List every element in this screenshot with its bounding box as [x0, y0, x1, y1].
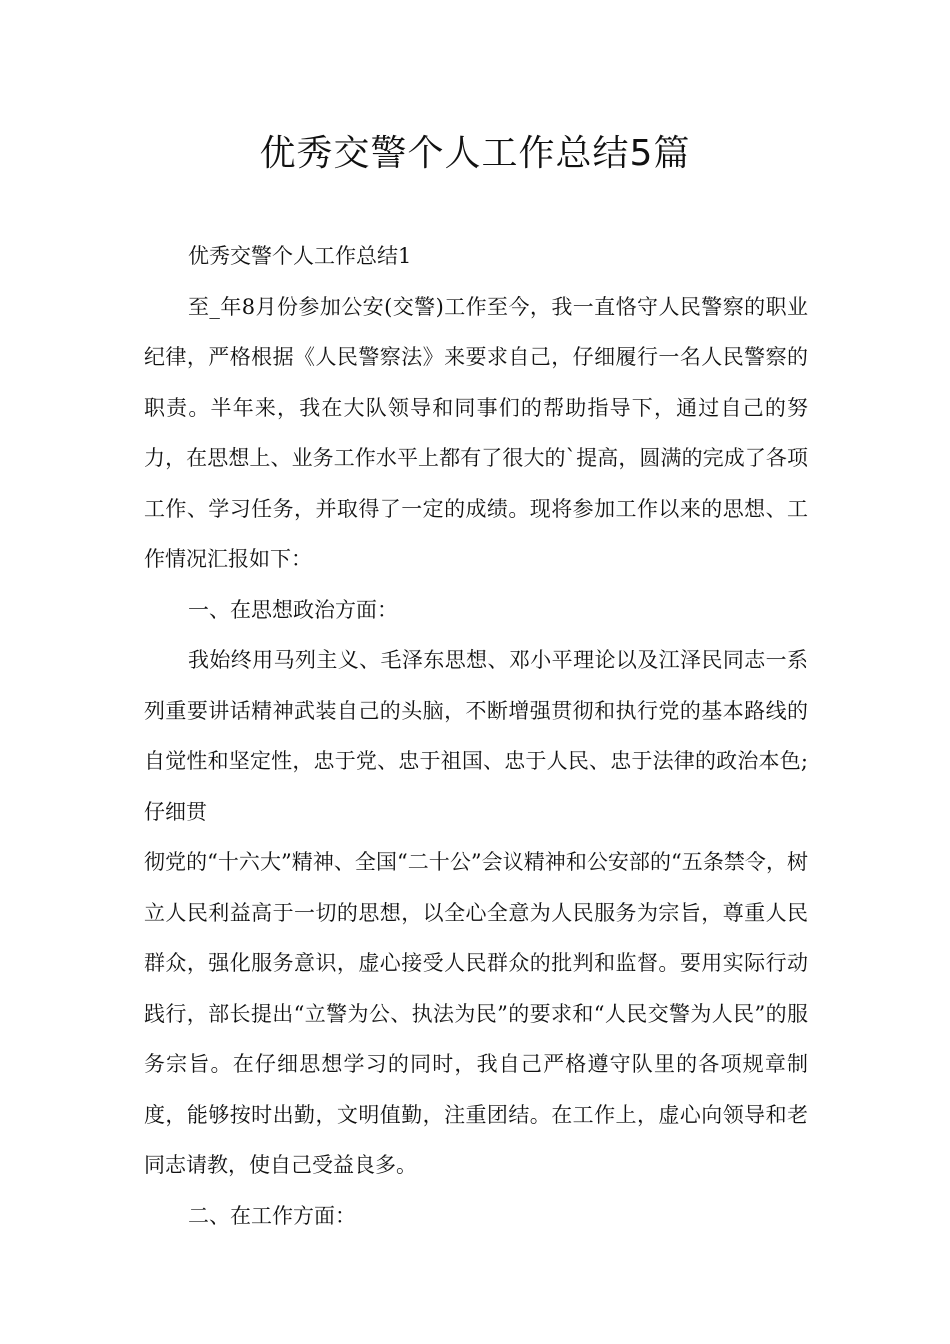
intro-paragraph: 至_年8月份参加公安(交警)工作至今，我一直恪守人民警察的职业纪律，严格根据《人民警察法》来要求自己，仔细履行一名人民警察的职责。半年来，我在大队领导和同事们的帮助指导下，通过自己的努力，在思想上、业务工作水平上都有了很大的`提高，圆满的完成了各项工作、学习任务，并取得了一定的成绩。现将参加工作以来的思想、工作情况汇报如下： — [144, 294, 808, 571]
document-title: 优秀交警个人工作总结5篇 — [259, 133, 691, 174]
section-heading-political: 一、在思想政治方面： — [188, 597, 398, 622]
document-body — [144, 231, 808, 1241]
section-heading-summary-1: 优秀交警个人工作总结1 — [188, 244, 412, 268]
continuation-paragraph: 彻党的“十六大”精神、全国“二十公”会议精神和公安部的“五条禁令，树立人民利益高于一切的思想，以全心全意为人民服务为宗旨，尊重人民群众，强化服务意识，虚心接受人民群众的批判和监督。要用实际行动践行，部长提出“立警为公、执法为民”的要求和“人民交警为人民”的服务宗旨。在仔细思想学习的同时，我自己严格遵守队里的各项规章制度，能够按时出勤，文明值勤，注重团结。在工作上，虚心向领导和老同志请教，使自己受益良多。 — [144, 850, 808, 1177]
political-paragraph: 我始终用马列主义、毛泽东思想、邓小平理论以及江泽民同志一系列重要讲话精神武装自己的头脑，不断增强贯彻和执行党的基本路线的自觉性和坚定性，忠于党、忠于祖国、忠于人民、忠于法律的政治本色;仔细贯 — [144, 648, 808, 824]
section-heading-work: 二、在工作方面： — [188, 1203, 356, 1228]
